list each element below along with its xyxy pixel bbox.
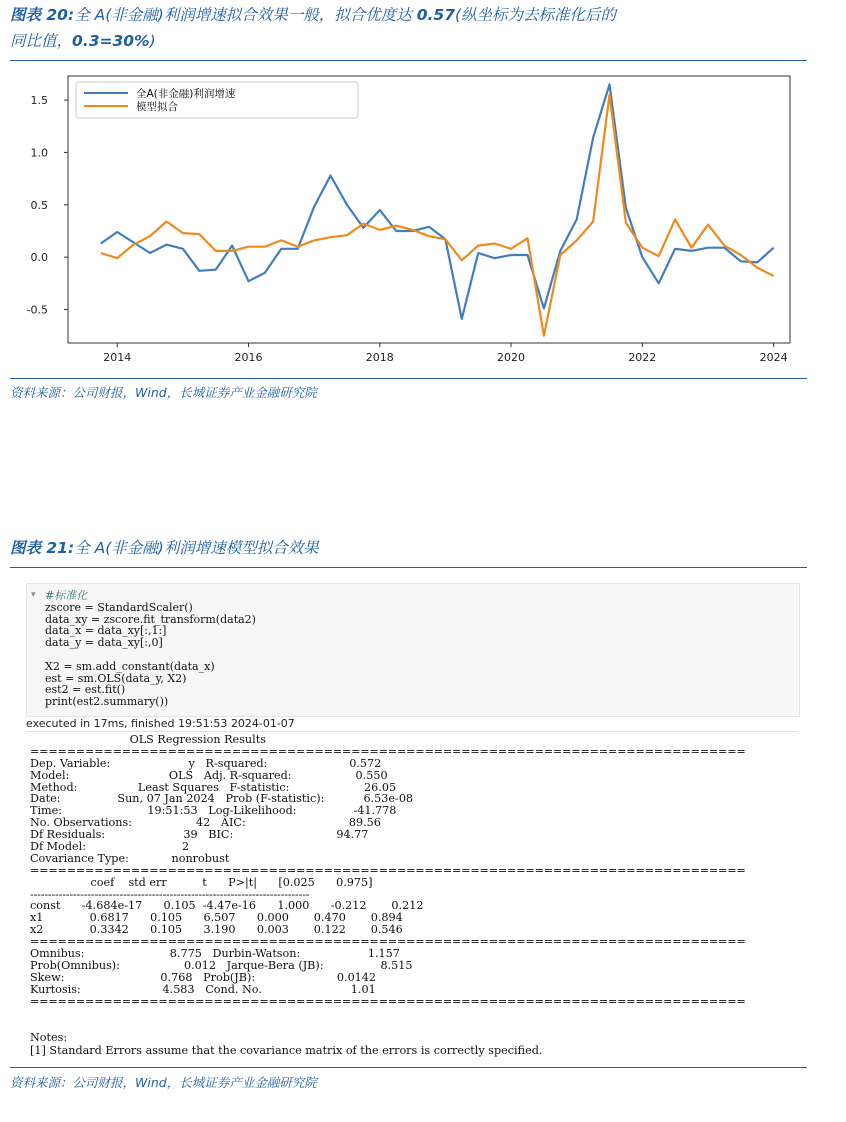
x-tick-label: 2020 — [497, 351, 526, 364]
figure-20-title-part3: 同比值， — [10, 32, 73, 50]
code-cell[interactable] — [26, 583, 800, 717]
ols-line: x2 0.3342 0.105 3.190 0.003 0.122 0.546 — [30, 923, 403, 937]
y-tick-label: -0.5 — [26, 303, 48, 317]
figure-20-r2: 0.57 — [416, 6, 455, 24]
legend-label: 模型拟合 — [136, 101, 178, 113]
ols-separator: ============================================================================== — [30, 936, 746, 949]
ols-line: Kurtosis: 4.583 Cond. No. 1.01 — [30, 982, 376, 996]
x-tick-label: 2022 — [628, 351, 657, 364]
notes-block — [30, 1031, 542, 1057]
ols-separator: ============================================================================== — [30, 995, 746, 1008]
collapse-icon[interactable]: ▾ — [31, 590, 36, 600]
code-line: print(est2.summary()) — [45, 695, 169, 709]
y-tick-label: 1.0 — [30, 146, 48, 160]
figure-21-caption — [10, 535, 805, 561]
ols-line: Prob(Omnibus): 0.012 Jarque-Bera (JB): 8.515 — [30, 958, 413, 972]
code-line: zscore = StandardScaler() — [45, 600, 193, 614]
ols-line: x1 0.6817 0.105 6.507 0.000 0.470 0.894 — [30, 911, 403, 925]
ols-line: Dep. Variable: y R-squared: 0.572 — [30, 756, 382, 770]
profit-growth-line-chart — [10, 68, 800, 370]
ols-line: Df Residuals: 39 BIC: 94.77 — [30, 828, 369, 842]
code-line: X2 = sm.add_constant(data_x) — [45, 659, 215, 673]
ols-line: Df Model: 2 — [30, 840, 335, 854]
code-line: data_xy = zscore.fit_transform(data2) — [45, 612, 256, 626]
figure-20-title-part1: 全 A(非金融)利润增速拟合效果一般，拟合优度达 — [74, 6, 417, 24]
code-comment: #标准化 — [45, 589, 88, 602]
code-line: data_x = data_xy[:,1:] — [45, 624, 167, 638]
ols-line: Skew: 0.768 Prob(JB): 0.0142 — [30, 970, 377, 984]
ols-line: No. Observations: 42 AIC: 89.56 — [30, 816, 381, 830]
figure-20-caption — [10, 2, 805, 54]
x-tick-label: 2014 — [103, 351, 132, 364]
ols-line: Model: OLS Adj. R-squared: 0.550 — [30, 768, 388, 782]
ols-line: Date: Sun, 07 Jan 2024 Prob (F-statistic): 6.53e-08 — [30, 792, 414, 806]
y-tick-label: 0.5 — [30, 198, 48, 212]
ols-line: Omnibus: 8.775 Durbin-Watson: 1.157 — [30, 947, 400, 961]
ols-line: Covariance Type: nonrobust — [30, 851, 376, 865]
caption-rule-top-2 — [10, 567, 807, 568]
ols-line: OLS Regression Results — [30, 733, 366, 746]
y-tick-label: 0.0 — [30, 251, 48, 265]
y-tick-label: 1.5 — [30, 94, 48, 108]
execution-info: executed in 17ms, finished 19:51:53 2024-01-07 — [26, 717, 798, 732]
source-note-1: 资料来源：公司财报，Wind，长城证券产业金融研究院 — [10, 385, 317, 400]
code-line — [45, 649, 256, 661]
code-lines — [45, 602, 256, 708]
ols-separator: ------------------------------------------------------------------------------ — [30, 888, 310, 901]
source-note-2: 资料来源：公司财报，Wind，长城证券产业金融研究院 — [10, 1075, 317, 1090]
ols-line: Method: Least Squares F-statistic: 26.05 — [30, 780, 397, 794]
x-tick-label: 2018 — [365, 351, 394, 364]
code-line: est2 = est.fit() — [45, 683, 126, 697]
figure-20-label: 图表 20: — [10, 6, 75, 24]
ols-line: Time: 19:51:53 Log-Likelihood: -41.778 — [30, 804, 397, 818]
caption-rule-top-1 — [10, 60, 807, 61]
figure-21-title: 全 A(非金融)利润增速模型拟合效果 — [74, 539, 319, 557]
ols-separator: ============================================================================== — [30, 864, 746, 877]
x-tick-label: 2024 — [759, 351, 788, 364]
legend-label: 全A(非金融)利润增速 — [136, 88, 236, 100]
notes-line: [1] Standard Errors assume that the covariance matrix of the errors is correctly specified. — [30, 1044, 543, 1057]
code-line: est = sm.OLS(data_y, X2) — [45, 671, 187, 685]
figure-20-title-part4: ) — [149, 32, 156, 50]
x-tick-label: 2016 — [234, 351, 263, 364]
code-line: data_y = data_xy[:,0] — [45, 636, 163, 650]
code-block[interactable] — [45, 590, 256, 708]
ols-line: const -4.684e-17 0.105 -4.47e-16 1.000 -0.212 0.212 — [30, 899, 424, 913]
ols-line: coef std err t P>|t| [0.025 0.975] — [30, 875, 373, 889]
source-rule-2 — [10, 1067, 807, 1068]
source-rule-1 — [10, 378, 807, 379]
figure-20-note-value: 0.3=30% — [72, 32, 150, 50]
figure-20-title-part2: (纵坐标为去标准化后的 — [454, 6, 617, 24]
ols-separator: ============================================================================== — [30, 745, 746, 758]
figure-21-label: 图表 21: — [10, 539, 75, 557]
notes-title: Notes: — [30, 1031, 68, 1044]
ols-regression-output — [30, 734, 746, 1007]
